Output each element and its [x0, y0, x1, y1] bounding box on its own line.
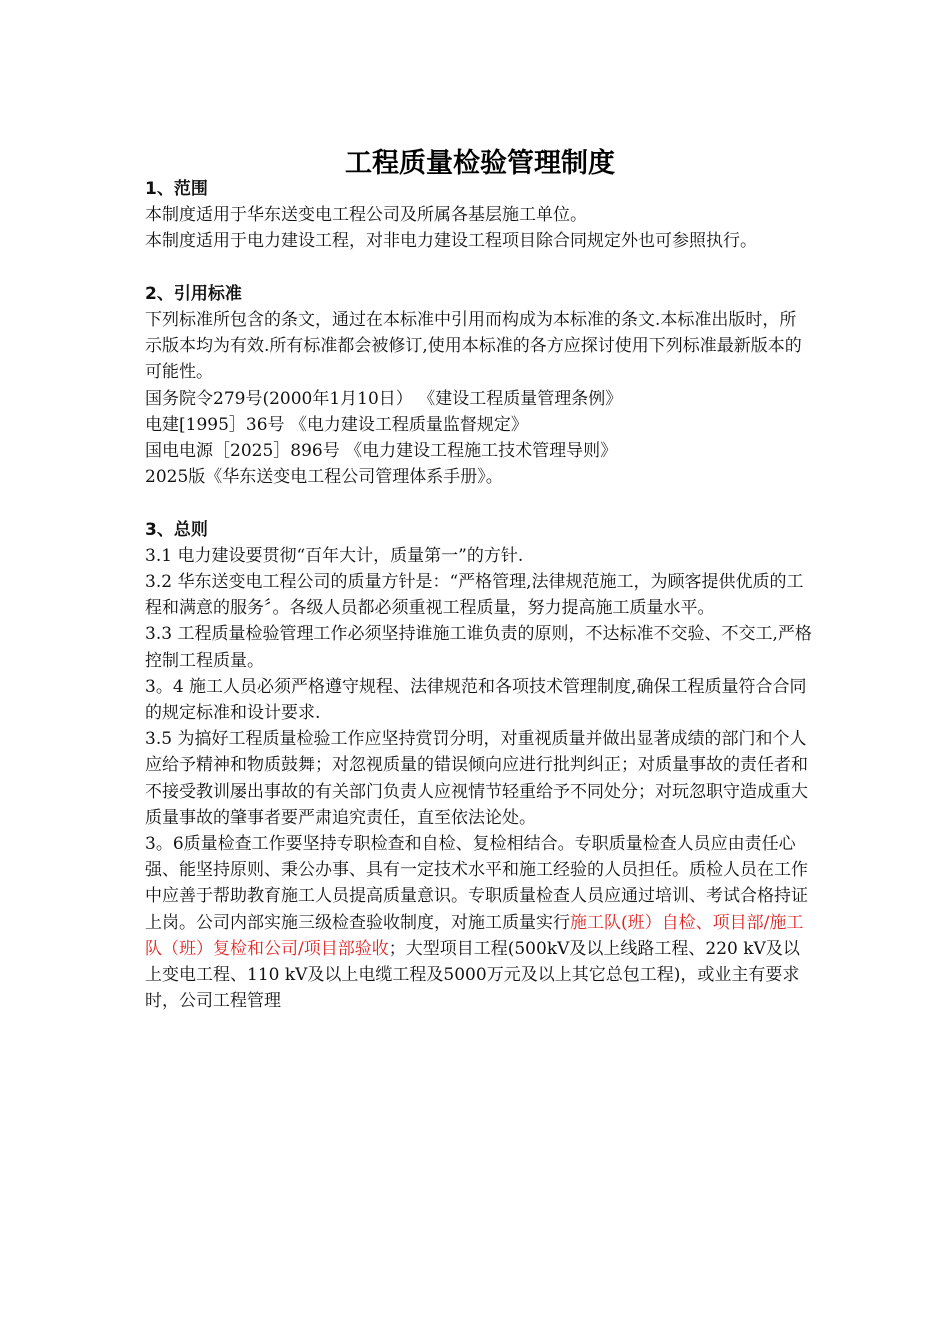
clause-3-1: 3.1 电力建设要贯彻“百年大计，质量第一”的方针. [145, 545, 524, 566]
clause-3-6-text-a: 3。6质量检查工作要坚持专职检查和自检、复检相结合。专职质量检查人员应由责任心强、能坚持原则、秉公办事、具有一定技术水平和施工经验的人员担任。质检人员在工作中应善于帮助教育施工人员提高质量意识。专职质量检查人员应通过培训、考试合格持证上岗。公司内部实施三级检查验收制度，对施工质量实行 [145, 834, 808, 933]
reference-item: 电建[1995］36号 《电力建设工程质量监督规定》 [145, 414, 528, 435]
section-heading-references: 2、引用标准 [145, 283, 242, 304]
section-general [145, 517, 813, 1015]
references-intro: 下列标准所包含的条文，通过在本标准中引用而构成为本标准的条文.本标准出版时，所示版本均为有效.所有标准都会被修订,使用本标准的各方应探讨使用下列标准最新版本的可能性。 [145, 310, 802, 383]
section-spacer [145, 255, 813, 281]
document-body [145, 176, 813, 1014]
reference-item: 国务院令279号(2000年1月10日） 《建设工程质量管理条例》 [145, 388, 623, 409]
reference-item: 国电电源［2025］896号 《电力建设工程施工技术管理导则》 [145, 441, 618, 462]
page-title: 工程质量检验管理制度 [345, 148, 615, 179]
section-heading-general: 3、总则 [145, 519, 208, 540]
clause-3-4: 3。4 施工人员必须严格遵守规程、法律规范和各项技术管理制度,确保工程质量符合合同的规定标准和设计要求. [145, 676, 807, 724]
clause-3-6 [145, 831, 813, 1014]
clause-3-6-text-b: ；大型项目工程(500kV及以上线路工程、220 kV及以上变电工程、110 kV及以上电缆工程及5000万元及以上其它总包工程)，或业主有要求时，公司工程管理 [145, 938, 800, 1012]
scope-paragraph-1: 本制度适用于华东送变电工程公司及所属各基层施工单位。 [145, 205, 587, 226]
clause-3-2: 3.2 华东送变电工程公司的质量方针是：“严格管理,法律规范施工，为顾客提供优质的工程和满意的服务〞。各级人员都必须重视工程质量，努力提高施工质量水平。 [145, 572, 804, 619]
reference-item: 2025版《华东送变电工程公司管理体系手册》。 [145, 467, 503, 488]
scope-paragraph-2: 本制度适用于电力建设工程，对非电力建设工程项目除合同规定外也可参照执行。 [145, 231, 757, 252]
clause-3-3: 3.3 工程质量检验管理工作必须坚持谁施工谁负责的原则，不达标准不交验、不交工,严格控制工程质量。 [145, 624, 812, 671]
clause-3-5: 3.5 为搞好工程质量检验工作应坚持赏罚分明，对重视质量并做出显著成绩的部门和个人应给予精神和物质鼓舞；对忽视质量的错误倾向应进行批判纠正；对质量事故的责任者和不接受教训屡出事故的有关部门负责人应视情节轻重给予不同处分；对玩忽职守造成重大质量事故的肇事者要严肃追究责任，直至依法论处。 [145, 729, 808, 828]
highlighted-inspection-levels: 施工队(班）自检、项目部/施工队（班）复检和公司/项目部验收 [145, 912, 804, 959]
section-spacer [145, 490, 813, 516]
section-references [145, 281, 813, 491]
section-heading-scope: 1、范围 [145, 179, 208, 199]
section-scope [145, 176, 813, 255]
